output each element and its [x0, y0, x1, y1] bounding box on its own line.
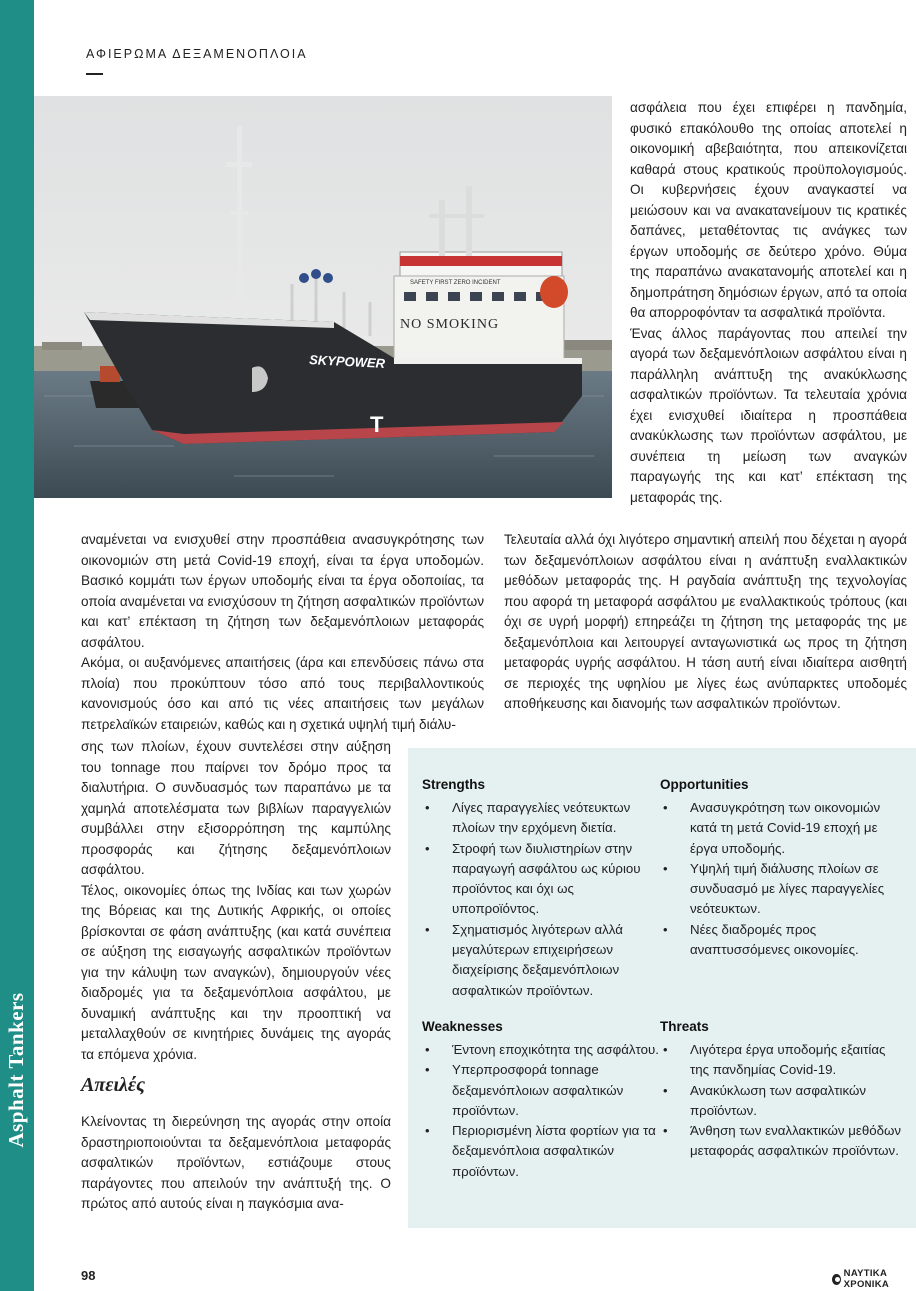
magazine-footer [832, 1268, 916, 1290]
bullet-icon: • [663, 860, 668, 876]
bullet-icon: • [663, 921, 668, 937]
swot-list-item: • Ανακύκλωση των ασφαλτικών προϊόντων. [663, 1082, 867, 1118]
swot-threats-title: Threats [660, 1019, 709, 1034]
bow-mark-text: T [370, 412, 384, 437]
swot-weaknesses [422, 1018, 662, 1182]
article-column-right-top [630, 98, 907, 508]
swot-opportunities-title: Opportunities [660, 777, 749, 792]
title-dash-divider [86, 73, 103, 75]
swot-list-item: • Υπερπροσφορά tonnage δεξαμενόπλοιων ασφαλτικών προϊόντων. [425, 1062, 624, 1118]
swot-list-item: • Περιορισμένη λίστα φορτίων για τα δεξαμενόπλοια ασφαλτικών προϊόντων. [425, 1123, 656, 1179]
swot-list-item: • Ανασυγκρότηση των οικονομιών κατά τη μετά Covid-19 εποχή με έργα υποδομής. [663, 800, 881, 856]
swot-list-item: • Σχηματισμός λιγότερων αλλά μεγαλύτερων επιχειρήσεων διαχείρισης δεξαμενόπλοιων ασφαλτικών προϊόντων. [425, 921, 623, 998]
article-column-left [81, 530, 484, 735]
article-paragraph: Κλείνοντας τη διερεύνηση της αγοράς στην οποία δραστηριοποιούνται τα δεξαμενόπλοια μεταφοράς ασφαλτικών προϊόντων, εστιάζουμε στους παράγοντες που απειλούν την ανάπτυξή της. Ο πρώτος από αυτούς είναι η παγκόσμια ανα- [81, 1114, 391, 1211]
swot-opportunities [660, 776, 905, 960]
bullet-icon: • [425, 1062, 430, 1078]
swot-list-item: • Άνθηση των εναλλακτικών μεθόδων μεταφοράς ασφαλτικών προϊόντων. [663, 1123, 902, 1159]
swot-list-item: • Λιγότερα έργα υποδομής εξαιτίας της πανδημίας Covid-19. [663, 1042, 886, 1078]
article-column-left-narrow [81, 737, 391, 1065]
article-paragraph: ασφάλεια που έχει επιφέρει η πανδημία, φυσικό επακόλουθο της οποίας αποτελεί η οικονομική αβεβαιότητα, που απεικονίζεται καθαρά στους κρατικούς προϋπολογισμούς. Οι κυβερνήσεις έχουν αναγκαστεί να μειώσουν και να ανακατανείμουν τις κρατικές δαπάνες, μεταθέτοντας τις ανάγκες των έργων υποδομής σε δεύτερο χρόνο. Θύμα της παραπάνω ανακατανομής αποτελεί και η δημοπράτηση δημόσιων έργων, από τα οποία θα απορροφόνταν τα ασφαλτικά προϊόντα. [630, 100, 908, 320]
bullet-icon: • [425, 1123, 430, 1139]
swot-list-item: • Υψηλή τιμή διάλυσης πλοίων σε συνδυασμό με λίγες παραγγελίες νεότευκτων. [663, 860, 885, 917]
tanker-photo [34, 96, 612, 498]
section-title: ΑΦΙΕΡΩΜΑ ΔΕΞΑΜΕΝΟΠΛΟΙΑ [86, 47, 308, 61]
bullet-icon: • [425, 800, 430, 815]
magazine-logo-icon [832, 1274, 841, 1285]
bullet-icon: • [663, 1123, 668, 1139]
article-paragraph: Ακόμα, οι αυξανόμενες απαιτήσεις (άρα και επενδύσεις πάνω στα πλοία) που προκύπτουν τόσο από τους περιβαλλοντικούς κανονισμούς όσο και από τις νέες απαιτήσεις των μεγάλων πετρελαϊκών εταιρειών, καθώς και η σχετικά υψηλή τιμή διάλυ- [81, 655, 484, 732]
article-paragraph: αναμένεται να ενισχυθεί στην προσπάθεια ανασυγκρότησης των οικονομιών στη μετά Covid-19 εποχή, είναι τα έργα υποδομών. Βασικό κομμάτι των έργων υποδομής είναι τα έργα οδοποιίας, τα οποία αναμένεται να ενισχύσουν τη ζήτηση ασφαλτικών προϊόντων και κατ’ επέκταση τη ζήτηση των δεξαμενόπλοιων μεταφοράς ασφάλτου. [81, 532, 484, 650]
page-number: 98 [81, 1268, 96, 1283]
bridge-banner-text: SAFETY FIRST ZERO INCIDENT [410, 280, 501, 286]
article-paragraph: Τέλος, οικονομίες όπως της Ινδίας και των χωρών της Βόρειας και της Δυτικής Αφρικής, οι οποίες βρίσκονται σε φάση ανάπτυξης (και κατά συνέπεια σε αύξηση της εισαγωγής ασφαλτικών προϊόντων για την κάλυψη των αναγκών), δημιουργούν νέες διαδρομές για τα δεξαμενόπλοια ασφάλτου, με δυναμική ανάπτυξης και την προοπτική να μεταλλαχθούν σε κινητήριες δυνάμεις της αγοράς τα επόμενα χρόνια. [81, 882, 391, 1062]
hull-name-text: SKYPOWER [308, 352, 386, 371]
article-column-right-mid [504, 530, 907, 715]
threats-heading: Απειλές [81, 1074, 146, 1096]
no-smoking-sign: NO SMOKING [400, 317, 500, 332]
bullet-icon: • [425, 1042, 430, 1057]
article-paragraph: Ένας άλλος παράγοντας που απειλεί την αγορά των δεξαμενόπλοιων ασφάλτου είναι η παράλληλη ανάπτυξη της ανακύκλωσης ασφαλτικών προϊόντων. Τα τελευταία χρόνια έχει ενισχυθεί ιδιαίτερα η προσπάθεια ανακύκλωσης των προϊόντων ασφάλτου, με συνέπεια τη μείωση των αναγκών παραγωγής της και κατ’ επέκταση της μεταφοράς της. [630, 325, 907, 505]
swot-threats [660, 1018, 905, 1162]
threats-intro [81, 1112, 391, 1215]
bullet-icon: • [425, 840, 430, 856]
bullet-icon: • [663, 1042, 668, 1057]
swot-box [408, 748, 916, 1228]
bullet-icon: • [663, 800, 668, 815]
swot-list-item: • Νέες διαδρομές προς αναπτυσσόμενες οικονομίες. [663, 921, 859, 958]
swot-strengths [422, 776, 662, 1001]
swot-list-item: • Έντονη εποχικότητα της ασφάλτου. [422, 1040, 662, 1060]
swot-list-item: • Λίγες παραγγελίες νεότευκτων πλοίων την ερχόμενη διετία. [425, 800, 631, 836]
article-paragraph: σης των πλοίων, έχουν συντελέσει στην αύξηση του tonnage που παίρνει τον δρόμο προς τα διαλυτήρια. Ο συνδυασμός των παραπάνω με τα χαμηλά αποτελέσματα των βιβλίων παραγγελιών συμβάλλει στην εξισορρόπηση της καμπύλης προσφοράς και ζήτησης δεξαμενόπλοιων ασφάλτου. [81, 739, 391, 877]
swot-weaknesses-title: Weaknesses [422, 1019, 503, 1034]
swot-list-item: • Στροφή των διυλιστηρίων στην παραγωγή ασφάλτου ως κύριου προϊόντος και όχι ως υποπροϊόντος. [425, 840, 641, 917]
article-paragraph: Τελευταία αλλά όχι λιγότερο σημαντική απειλή που δέχεται η αγορά των δεξαμενόπλοιων ασφάλτου είναι η ανάπτυξη εναλλακτικών μεθόδων μεταφοράς της. Η ραγδαία ανάπτυξη της τεχνολογίας που αφορά τη μεταφορά ασφάλτου με εναλλακτικούς τρόπους (και όχι σε υγρή μορφή) επηρεάζει τη ζήτηση της μεταφοράς της με δεξαμενόπλοια και λειτουργεί ανταγωνιστικά ως προς τη ζήτηση μεταφοράς υγρής ασφάλτου. Η τάση αυτή είναι ιδιαίτερα αισθητή σε περιοχές της υφηλίου με λίγες έως ανύπαρκτες υποδομές αποθήκευσης και διανομής των ασφαλτικών προϊόντων. [504, 532, 907, 711]
bullet-icon: • [663, 1082, 668, 1098]
side-section-label: Asphalt Tankers [4, 992, 28, 1148]
bullet-icon: • [425, 921, 430, 937]
swot-strengths-title: Strengths [422, 777, 486, 792]
magazine-name: ΝΑΥΤΙΚΑ ΧΡΟΝΙΚΑ [843, 1268, 890, 1290]
